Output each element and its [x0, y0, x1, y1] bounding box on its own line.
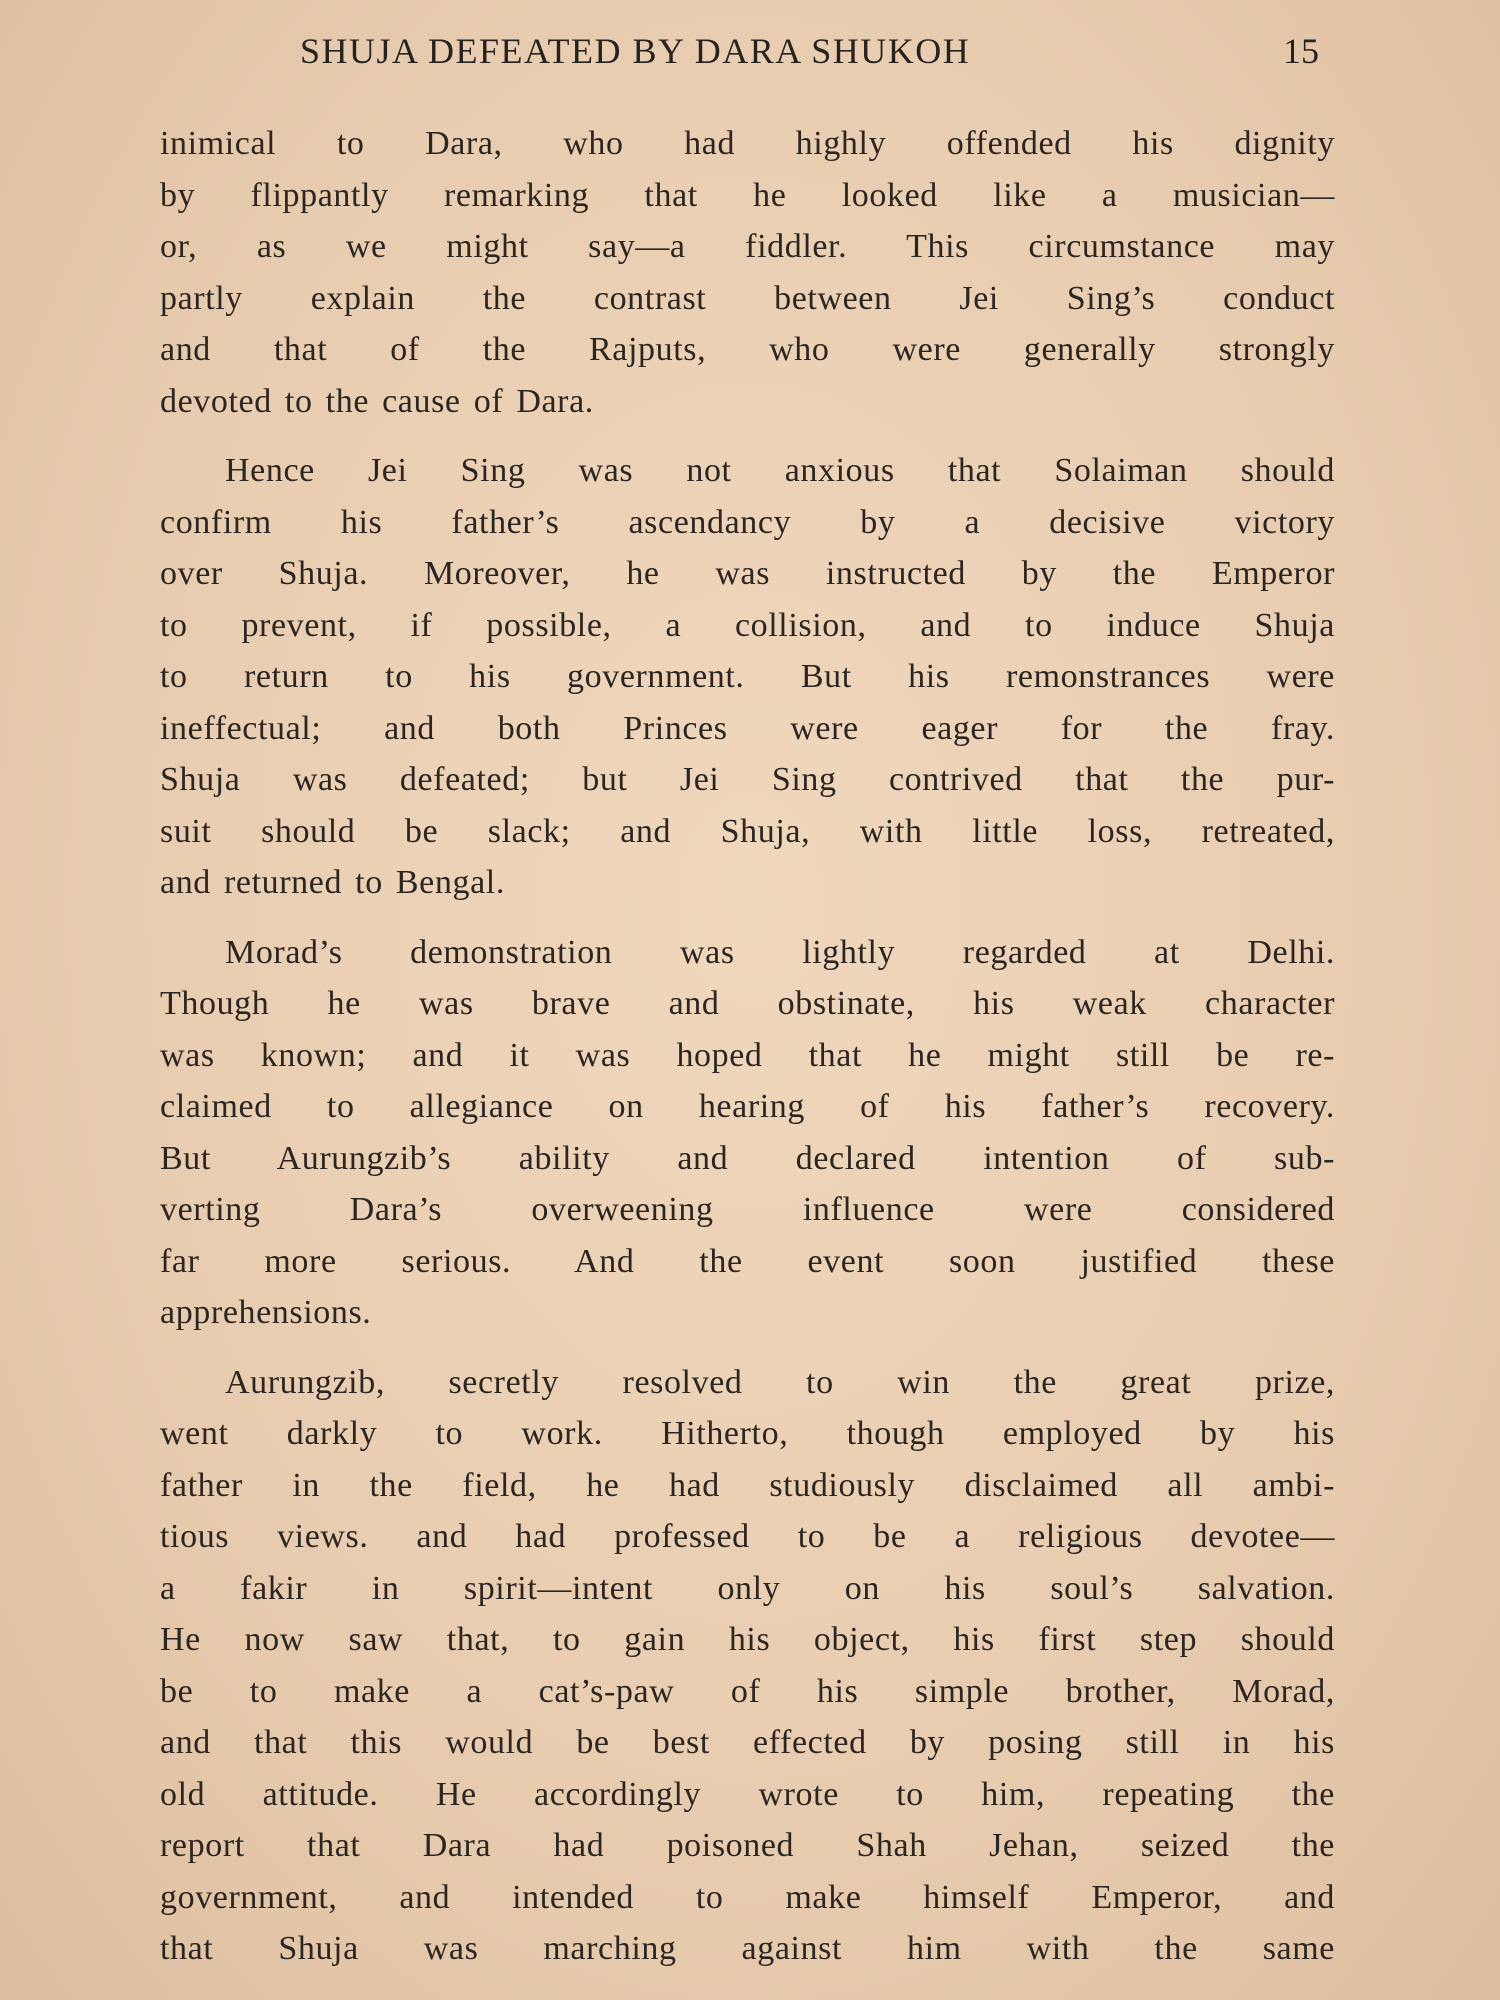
text-line: devoted to the cause of Dara. [160, 382, 594, 420]
paragraph-1 [160, 118, 1335, 427]
text-line: verting Dara’s overweening influence were considered [160, 1191, 1335, 1228]
text-line: partly explain the contrast between Jei Sing’s conduct [160, 279, 1335, 317]
running-head: SHUJA DEFEATED BY DARA SHUKOH [300, 31, 971, 71]
text-line: government, and intended to make himself Emperor, and [160, 1878, 1335, 1916]
text-line: and that of the Rajputs, who were generally strongly [160, 331, 1335, 368]
text-line: confirm his father’s ascendancy by a decisive victory [160, 503, 1335, 541]
text-line: Morad’s demonstration was lightly regarded at Delhi. [225, 933, 1335, 971]
text-line: suit should be slack; and Shuja, with little loss, retreated, [160, 812, 1335, 850]
text-line: to return to his government. But his remonstrances were [160, 658, 1335, 695]
text-line: was known; and it was hoped that he might still be re- [160, 1036, 1335, 1074]
text-line: that Shuja was marching against him with the same [160, 1930, 1335, 1967]
text-line: be to make a cat’s-paw of his simple brother, Morad, [160, 1672, 1335, 1710]
text-line: Shuja was defeated; but Jei Sing contrived that the pur- [160, 761, 1335, 798]
page-number: 15 [1283, 31, 1319, 71]
text-line: claimed to allegiance on hearing of his father’s recovery. [160, 1088, 1335, 1125]
text-line: inimical to Dara, who had highly offended his dignity [160, 125, 1335, 162]
text-line: father in the field, he had studiously disclaimed all ambi- [160, 1466, 1335, 1504]
text-line: to prevent, if possible, a collision, and to induce Shuja [160, 606, 1335, 644]
paragraph-4 [160, 1357, 1335, 1975]
text-line: report that Dara had poisoned Shah Jehan, seized the [160, 1827, 1335, 1864]
text-line: went darkly to work. Hitherto, though employed by his [160, 1415, 1335, 1452]
text-line: tious views. and had professed to be a religious devotee— [160, 1518, 1335, 1555]
text-line: Though he was brave and obstinate, his weak character [160, 985, 1335, 1022]
text-line: and returned to Bengal. [160, 864, 505, 901]
text-line: far more serious. And the event soon justified these [160, 1242, 1335, 1280]
text-line: Hence Jei Sing was not anxious that Solaiman should [225, 452, 1335, 489]
text-line: ineffectual; and both Princes were eager for the fray. [160, 709, 1335, 747]
text-line: apprehensions. [160, 1294, 372, 1331]
text-line: by flippantly remarking that he looked like a musician— [160, 176, 1335, 214]
text-line: over Shuja. Moreover, he was instructed by the Emperor [160, 555, 1335, 592]
text-line: old attitude. He accordingly wrote to him, repeating the [160, 1775, 1335, 1813]
text-line: or, as we might say—a fiddler. This circumstance may [160, 228, 1335, 265]
paragraph-3 [160, 927, 1335, 1339]
text-line: But Aurungzib’s ability and declared intention of sub- [160, 1139, 1335, 1177]
body-text [160, 118, 1335, 1975]
text-line: and that this would be best effected by posing still in his [160, 1724, 1335, 1761]
text-line: He now saw that, to gain his object, his first step should [160, 1621, 1335, 1658]
text-line: a fakir in spirit—intent only on his soul’s salvation. [160, 1569, 1335, 1607]
paragraph-2 [160, 445, 1335, 909]
text-line: Aurungzib, secretly resolved to win the great prize, [225, 1363, 1335, 1401]
